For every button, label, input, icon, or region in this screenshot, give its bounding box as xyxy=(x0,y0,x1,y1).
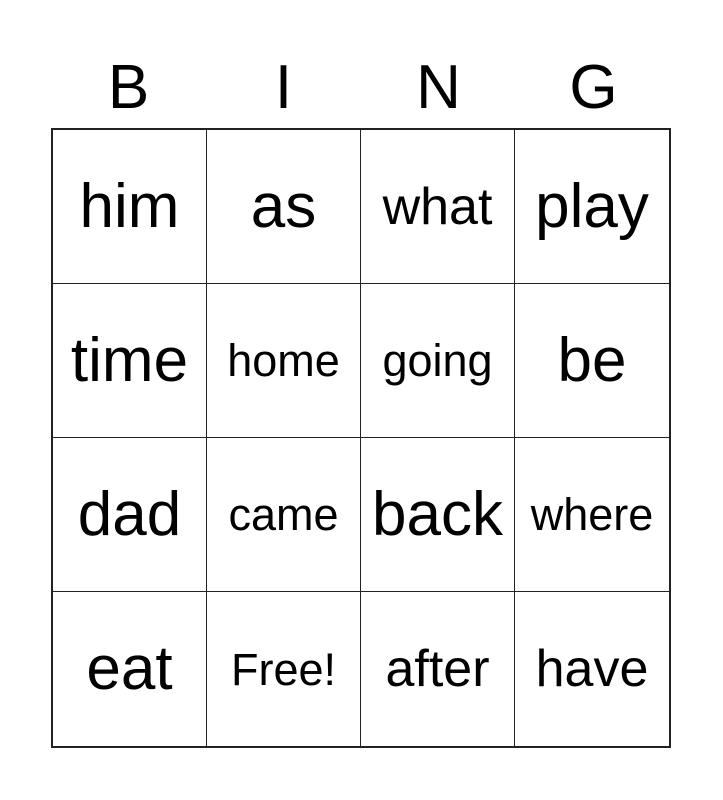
cell-word: what xyxy=(382,177,493,236)
cell-word: back xyxy=(372,479,503,549)
cell-word: Free! xyxy=(230,643,337,695)
bingo-cell[interactable] xyxy=(53,438,207,592)
header-letter-g: G xyxy=(569,53,618,122)
bingo-cell[interactable] xyxy=(53,284,207,438)
cell-word: eat xyxy=(86,634,173,703)
cell-word: as xyxy=(250,171,317,241)
cell-word: after xyxy=(385,640,490,698)
bingo-cell[interactable] xyxy=(361,438,515,592)
bingo-cell[interactable] xyxy=(207,438,361,592)
bingo-cell[interactable] xyxy=(361,592,515,746)
bingo-cell-free[interactable] xyxy=(207,592,361,746)
bingo-cell[interactable] xyxy=(515,592,669,746)
cell-word: going xyxy=(382,335,493,386)
bingo-cell[interactable] xyxy=(515,284,669,438)
header-letter-i: I xyxy=(274,53,293,122)
cell-word: have xyxy=(535,640,649,698)
header-letter-n: N xyxy=(416,53,461,122)
cell-word: time xyxy=(70,325,189,395)
cell-word: him xyxy=(79,171,180,241)
cell-word: be xyxy=(557,325,627,395)
header-letter-b: B xyxy=(107,53,150,122)
cell-word: where xyxy=(530,489,654,540)
bingo-cell[interactable] xyxy=(207,284,361,438)
bingo-header xyxy=(51,52,671,124)
bingo-cell[interactable] xyxy=(515,130,669,284)
bingo-cell[interactable] xyxy=(207,130,361,284)
bingo-cell[interactable] xyxy=(53,592,207,746)
bingo-cell[interactable] xyxy=(53,130,207,284)
bingo-board xyxy=(51,128,671,748)
cell-word: came xyxy=(228,489,339,540)
cell-word: dad xyxy=(77,479,182,549)
cell-word: play xyxy=(535,171,649,241)
cell-word: home xyxy=(227,335,340,386)
bingo-cell[interactable] xyxy=(361,284,515,438)
bingo-cell[interactable] xyxy=(361,130,515,284)
bingo-cell[interactable] xyxy=(515,438,669,592)
